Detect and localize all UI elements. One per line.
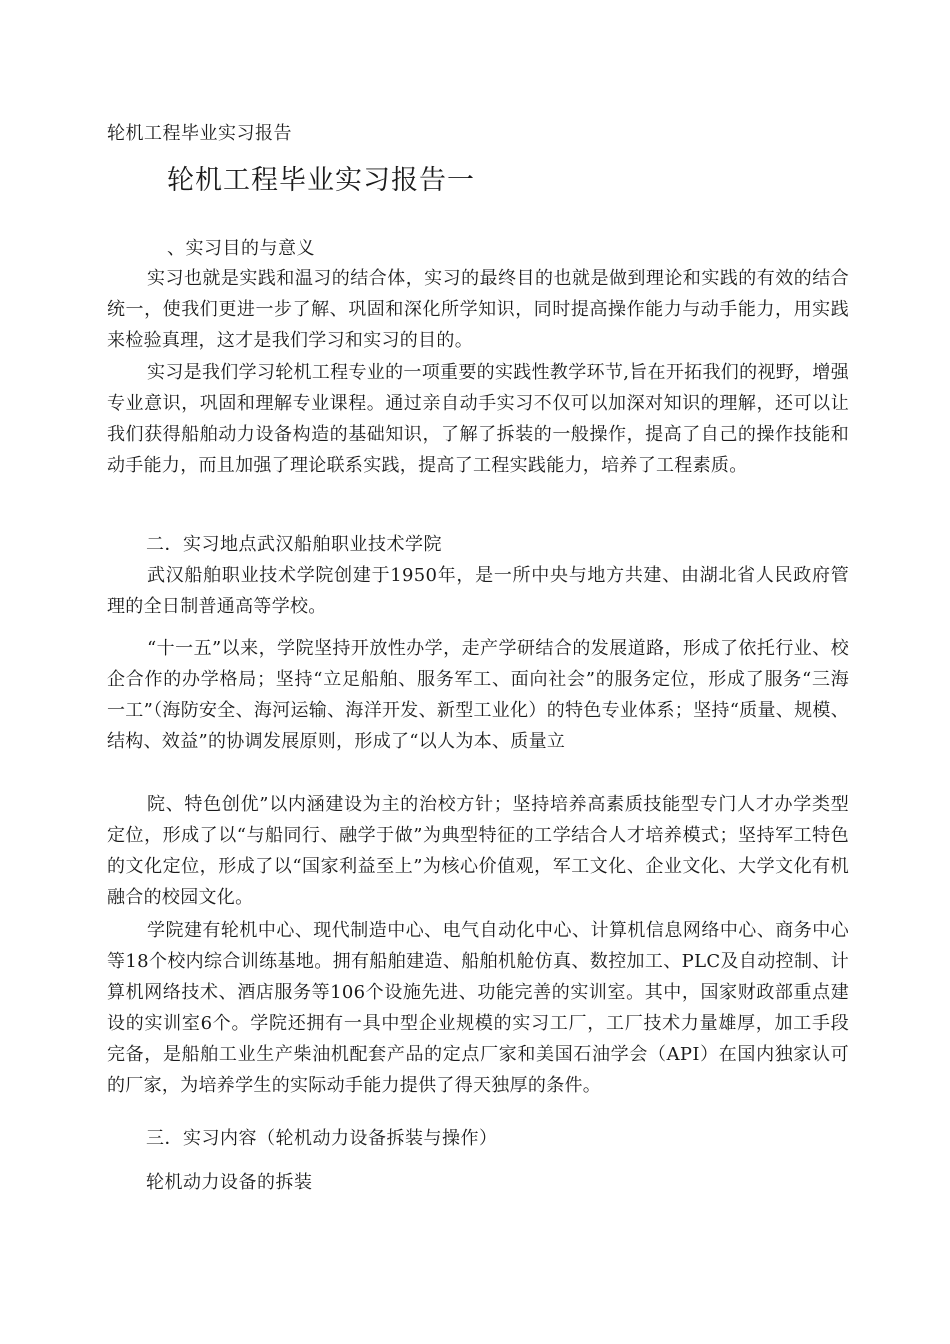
section-2-heading: 二．实习地点武汉船舶职业技术学院 bbox=[146, 534, 442, 555]
page-title: 轮机工程毕业实习报告一 bbox=[167, 165, 475, 196]
paragraph: 院、特色创优”以内涵建设为主的治校方针；坚持培养高素质技能型专门人才办学类型定位，形成了以“与船同行、融学于做”为典型特征的工学结合人才培养模式；坚持军工特色的文化定位，形成了以“国家利益至上”为核心价值观，军工文化、企业文化、大学文化有机融合的校园文化。 bbox=[107, 794, 849, 908]
section-3-heading: 三．实习内容（轮机动力设备拆装与操作） bbox=[146, 1128, 498, 1149]
paragraph: 武汉船舶职业技术学院创建于1950年，是一所中央与地方共建、由湖北省人民政府管理的全日制普通高等学校。 bbox=[107, 565, 849, 617]
paragraph: 实习也就是实践和温习的结合体，实习的最终目的也就是做到理论和实践的有效的结合统一，使我们更进一步了解、巩固和深化所学知识，同时提高操作能力与动手能力，用实践来检验真理，这才是我们学习和实习的目的。 bbox=[107, 268, 849, 351]
paragraph: 实习是我们学习轮机工程专业的一项重要的实践性教学环节,旨在开拓我们的视野，增强专业意识，巩固和理解专业课程。通过亲自动手实习不仅可以加深对知识的理解，还可以让我们获得船舶动力设备构造的基础知识，了解了拆装的一般操作，提高了自己的操作技能和动手能力，而且加强了理论联系实践，提高了工程实践能力，培养了工程素质。 bbox=[107, 362, 849, 476]
paragraph: “十一五”以来，学院坚持开放性办学，走产学研结合的发展道路，形成了依托行业、校企合作的办学格局；坚持“立足船舶、服务军工、面向社会”的服务定位，形成了服务“三海一工”（海防安全、海河运输、海洋开发、新型工业化）的特色专业体系；坚持“质量、规模、结构、效益”的协调发展原则，形成了“以人为本、质量立 bbox=[107, 638, 849, 752]
section-1-heading: 、实习目的与意义 bbox=[167, 238, 315, 259]
document-header: 轮机工程毕业实习报告 bbox=[107, 123, 292, 144]
paragraph: 学院建有轮机中心、现代制造中心、电气自动化中心、计算机信息网络中心、商务中心等18个校内综合训练基地。拥有船舶建造、船舶机舱仿真、数控加工、PLC及自动控制、计算机网络技术、酒店服务等106个设施先进、功能完善的实训室。其中，国家财政部重点建设的实训室6个。学院还拥有一具中型企业规模的实习工厂，工厂技术力量雄厚，加工手段完备，是船舶工业生产柴油机配套产品的定点厂家和美国石油学会（API）在国内独家认可的厂家，为培养学生的实际动手能力提供了得天独厚的条件。 bbox=[107, 920, 849, 1096]
section-3-subheading: 轮机动力设备的拆装 bbox=[146, 1172, 313, 1193]
